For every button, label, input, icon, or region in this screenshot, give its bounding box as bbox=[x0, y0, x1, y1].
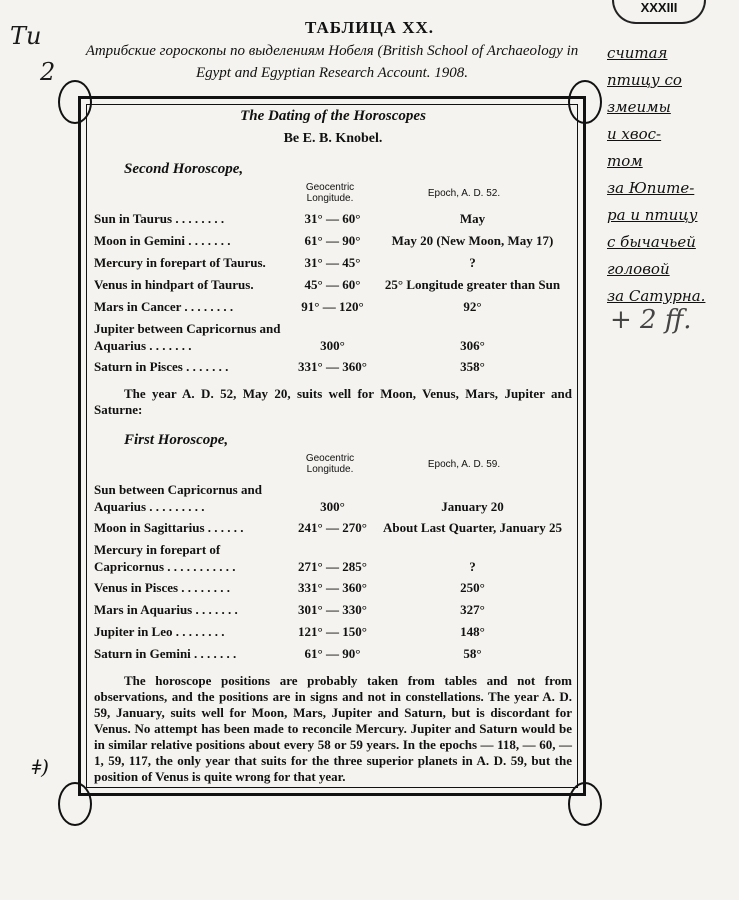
first-horoscope-title: First Horoscope, bbox=[124, 432, 229, 448]
margin-note-line: считая bbox=[607, 44, 668, 62]
epoch-value: May 20 (New Moon, May 17) bbox=[391, 233, 554, 248]
handwritten-side-mark: ǂ) bbox=[32, 755, 49, 779]
planet-name: Venus in hindpart of Taurus. bbox=[94, 277, 254, 292]
margin-note-line: и хвос- bbox=[607, 125, 662, 143]
dating-title: The Dating of the Horoscopes bbox=[240, 108, 426, 124]
planet-name: Venus in Pisces . . . . . . . . bbox=[94, 580, 231, 595]
second-horoscope-title: Second Horoscope, bbox=[124, 161, 244, 177]
longitude-value: 300° bbox=[320, 499, 345, 514]
table-row bbox=[94, 541, 572, 579]
epoch-value: 306° bbox=[460, 338, 485, 353]
column-headers bbox=[94, 182, 572, 210]
table-row bbox=[94, 276, 572, 298]
table-row bbox=[94, 232, 572, 254]
first-horoscope-note: The horoscope positions are probably taken from tables and not from observations, and the positions are in signs and not in constellations. The year A. D. 59, January, suits well for Moon, Mars, Jupiter and Saturn, but is discordant for Venus. No attempt has been made to reconcile Mercury. Jupiter and Saturn would be in similar relative positions about every 58 or 59 years. In the epochs — 118, — 60, — 1, 59, 117, the only year that suits for the three superior planets in A. D. 59, but the position of Venus is quite wrong for that year. bbox=[94, 673, 572, 784]
epoch-value: 92° bbox=[463, 299, 482, 314]
geocentric-header: Geocentric Longitude. bbox=[305, 453, 355, 475]
table-row bbox=[94, 601, 572, 623]
table-title: ТАБЛИЦА XX. bbox=[304, 18, 435, 37]
table-row bbox=[94, 254, 572, 276]
table-row bbox=[94, 623, 572, 645]
epoch-value: January 20 bbox=[441, 499, 504, 514]
table-row bbox=[94, 210, 572, 232]
planet-name: Mars in Cancer . . . . . . . . bbox=[94, 299, 234, 314]
margin-note-line: с бычачьей bbox=[607, 233, 696, 251]
epoch-value: About Last Quarter, January 25 bbox=[382, 520, 562, 535]
longitude-value: 331° — 360° bbox=[298, 580, 367, 595]
planet-name: Sun in Taurus . . . . . . . . bbox=[94, 211, 225, 226]
planet-name: Sun between Capricornus and Aquarius . . . . . . . . . bbox=[94, 482, 262, 514]
longitude-value: 31° — 60° bbox=[304, 211, 361, 226]
first-horoscope-rows bbox=[94, 481, 572, 667]
longitude-value: 331° — 360° bbox=[298, 359, 367, 374]
planet-name: Saturn in Pisces . . . . . . . bbox=[94, 359, 229, 374]
table-row bbox=[94, 579, 572, 601]
epoch-value: 148° bbox=[460, 624, 485, 639]
table-row bbox=[94, 358, 572, 380]
margin-note-line: змеимы bbox=[607, 98, 671, 116]
planet-name: Mercury in forepart of Capricornus . . . . . . . . . . . bbox=[94, 542, 236, 574]
author: Be E. B. Knobel. bbox=[283, 131, 383, 146]
longitude-value: 300° bbox=[320, 338, 345, 353]
table-row bbox=[94, 298, 572, 320]
page-number: XXXIII bbox=[612, 0, 706, 24]
longitude-value: 301° — 330° bbox=[298, 602, 367, 617]
longitude-value: 241° — 270° bbox=[298, 520, 367, 535]
table-row bbox=[94, 481, 572, 519]
second-horoscope-note: The year A. D. 52, May 20, suits well for Moon, Venus, Mars, Jupiter and Saturne: bbox=[94, 386, 572, 417]
longitude-value: 121° — 150° bbox=[298, 624, 367, 639]
longitude-value: 271° — 285° bbox=[298, 559, 367, 574]
epoch-value: 358° bbox=[460, 359, 485, 374]
handwritten-mark: Ти bbox=[10, 22, 42, 50]
planet-name: Moon in Gemini . . . . . . . bbox=[94, 233, 231, 248]
epoch-value: 25° Longitude greater than Sun bbox=[384, 277, 561, 292]
handwritten-margin-note bbox=[607, 40, 737, 310]
longitude-value: 61° — 90° bbox=[304, 646, 361, 661]
margin-note-line: птицу со bbox=[607, 71, 682, 89]
corner-ornament bbox=[568, 80, 602, 124]
corner-ornament bbox=[58, 782, 92, 826]
epoch-value: 58° bbox=[463, 646, 482, 661]
epoch-header: Epoch, A. D. 59. bbox=[427, 459, 501, 470]
table-content bbox=[94, 106, 572, 785]
planet-name: Mercury in forepart of Taurus. bbox=[94, 255, 266, 270]
margin-note-line: за Юпите- bbox=[607, 179, 695, 197]
epoch-value: 250° bbox=[460, 580, 485, 595]
margin-note-line: ра и птицу bbox=[607, 206, 698, 224]
corner-ornament bbox=[58, 80, 92, 124]
planet-name: Moon in Sagittarius . . . . . . bbox=[94, 520, 244, 535]
second-horoscope-rows bbox=[94, 210, 572, 380]
epoch-value: May bbox=[459, 211, 486, 226]
handwritten-plus-note: + 2 ff. bbox=[610, 305, 692, 335]
planet-name: Mars in Aquarius . . . . . . . bbox=[94, 602, 238, 617]
table-row bbox=[94, 645, 572, 667]
column-headers bbox=[94, 453, 572, 481]
handwritten-mark: 2 bbox=[40, 58, 56, 86]
geocentric-header: Geocentric Longitude. bbox=[305, 182, 355, 204]
longitude-value: 61° — 90° bbox=[304, 233, 361, 248]
epoch-value: ? bbox=[469, 559, 476, 574]
epoch-value: ? bbox=[469, 255, 476, 270]
planet-name: Saturn in Gemini . . . . . . . bbox=[94, 646, 237, 661]
corner-ornament bbox=[568, 782, 602, 826]
epoch-value: 327° bbox=[460, 602, 485, 617]
planet-name: Jupiter between Capricornus and Aquarius . . . . . . . bbox=[94, 321, 281, 353]
epoch-header: Epoch, A. D. 52. bbox=[427, 188, 501, 199]
planet-name: Jupiter in Leo . . . . . . . . bbox=[94, 624, 225, 639]
longitude-value: 45° — 60° bbox=[304, 277, 361, 292]
table-row bbox=[94, 320, 572, 358]
longitude-value: 31° — 45° bbox=[304, 255, 361, 270]
margin-note-line: за Сатурна. bbox=[607, 287, 706, 305]
subtitle: Атрибские гороскопы по выделениям Нобеля (British School of Archaeology in Egypt and Egyptian Research Account. 1908. bbox=[85, 43, 579, 81]
margin-note-line: головой bbox=[607, 260, 670, 278]
longitude-value: 91° — 120° bbox=[301, 299, 364, 314]
margin-note-line: том bbox=[607, 152, 643, 170]
table-row bbox=[94, 519, 572, 541]
